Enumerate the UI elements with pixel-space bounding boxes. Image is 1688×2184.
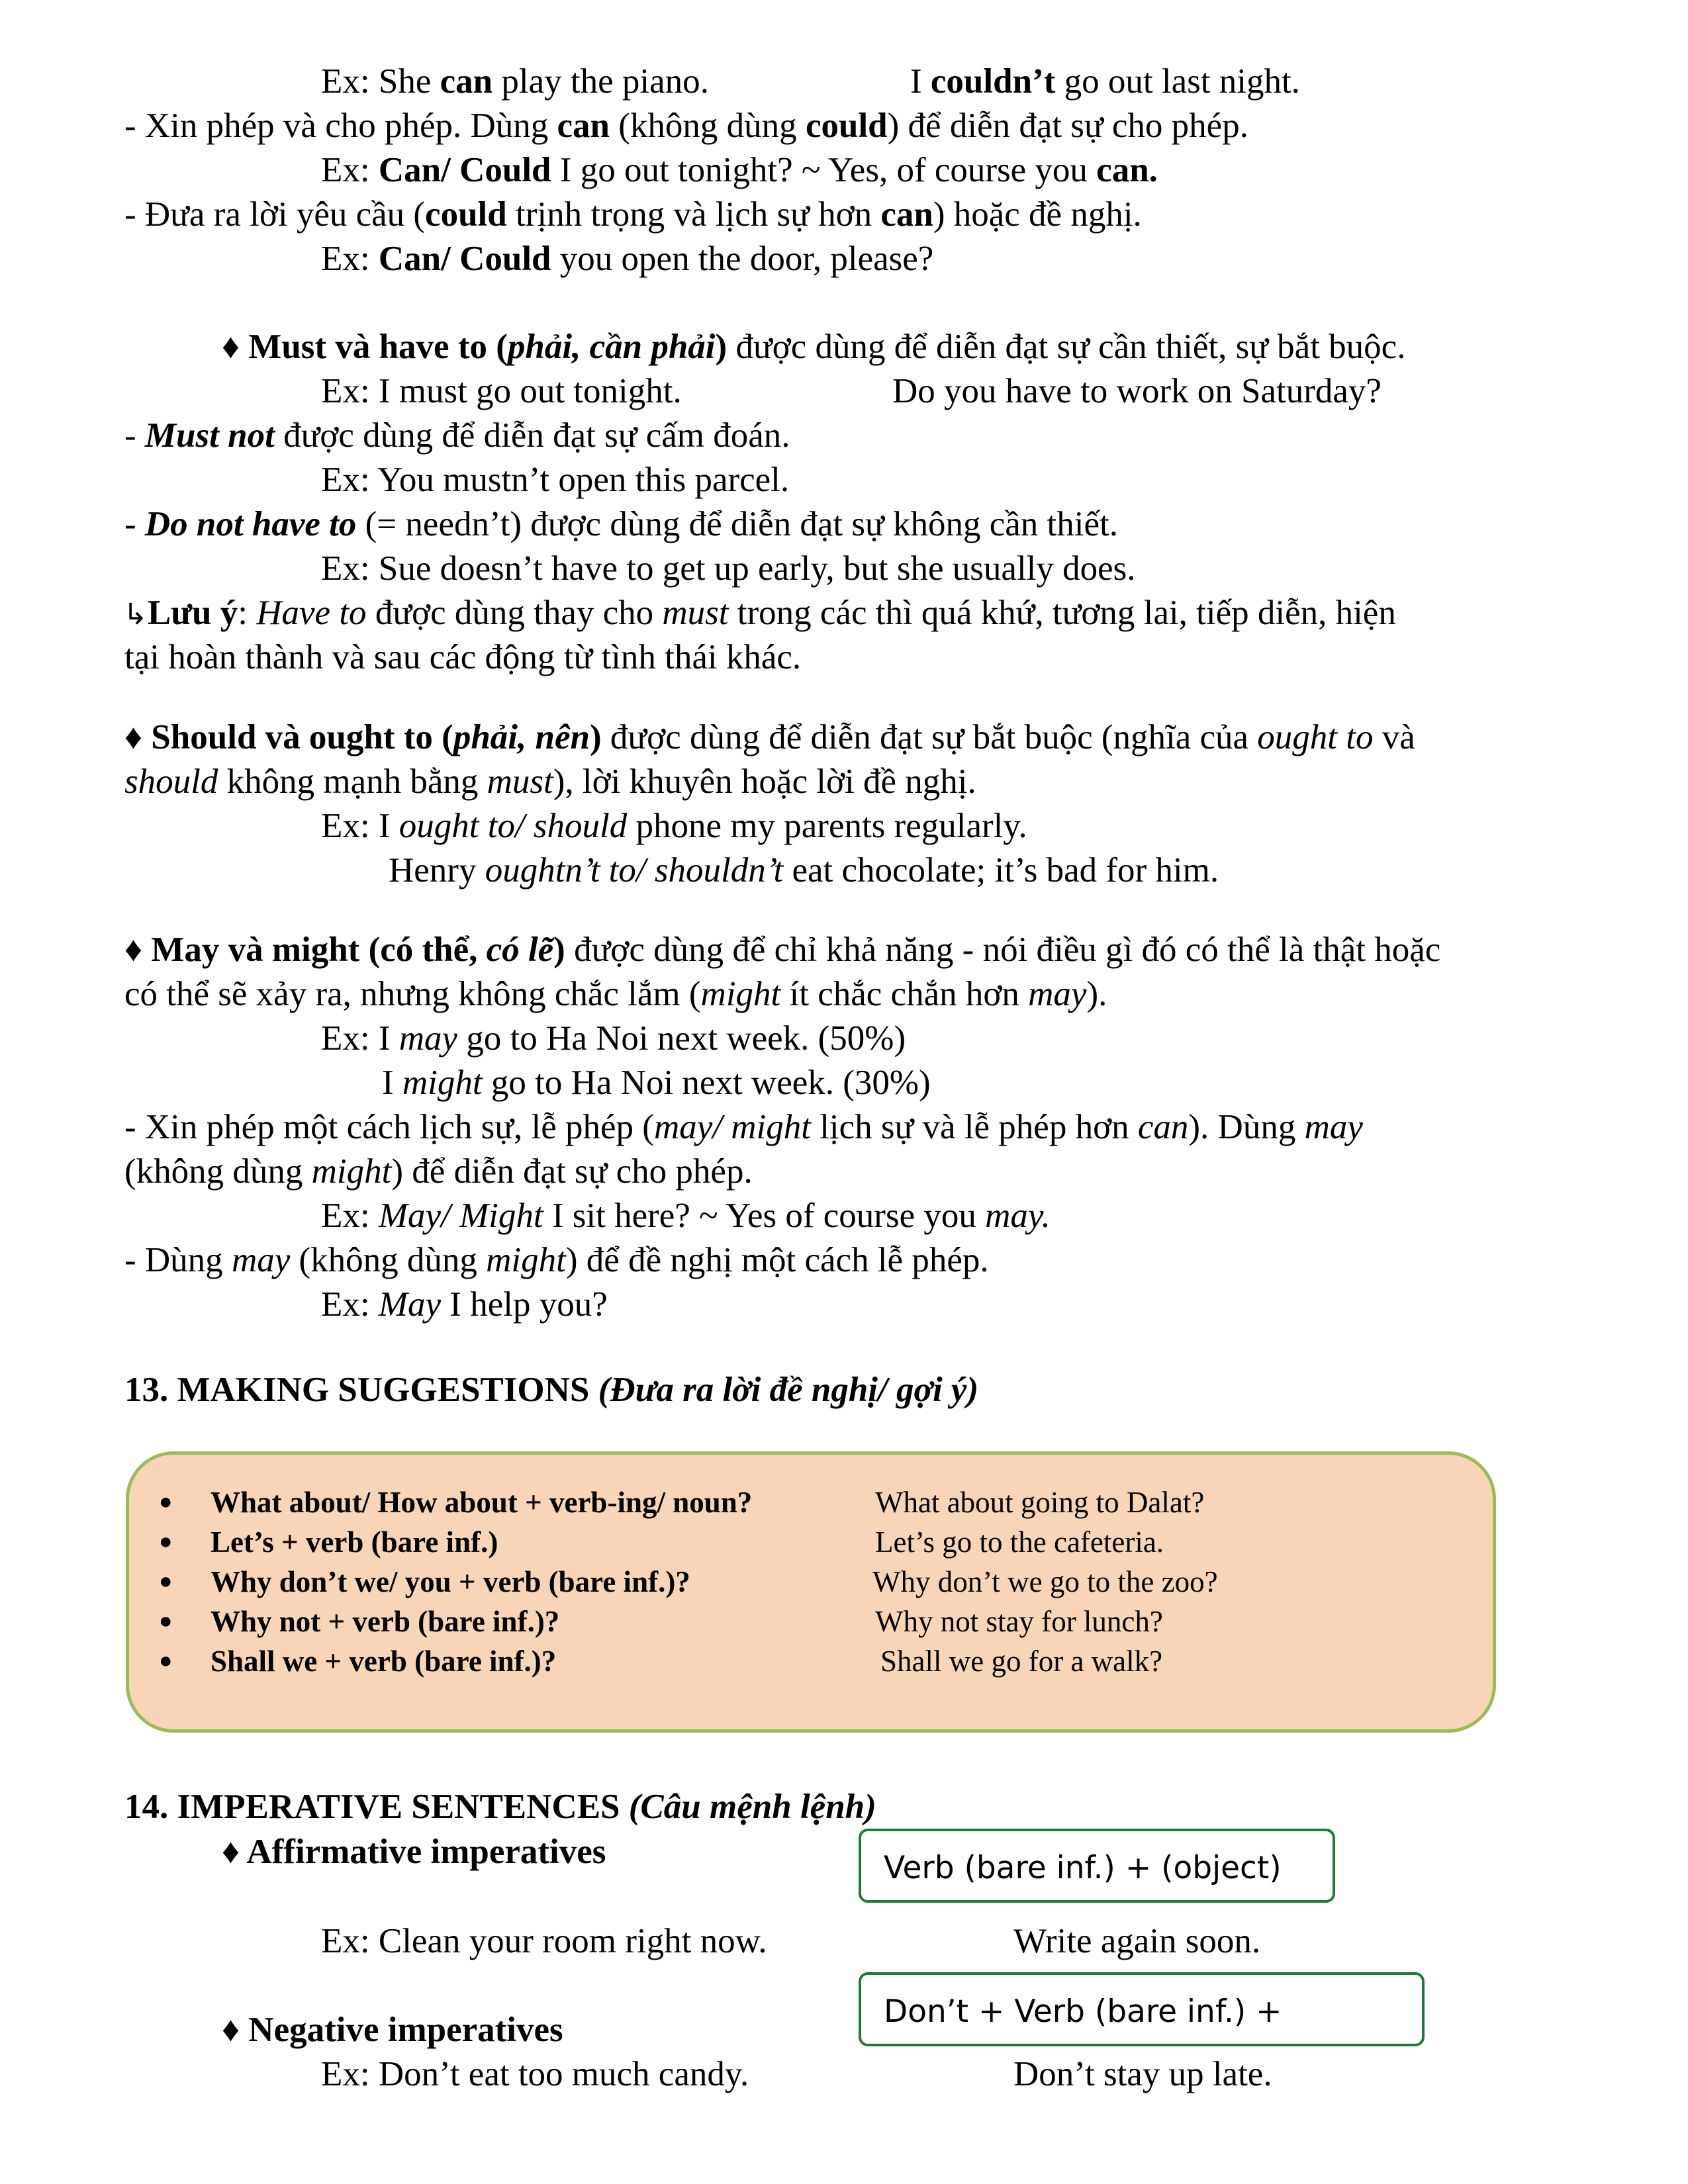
section-13-heading [124, 1370, 978, 1410]
text: go out last night. [1055, 62, 1300, 101]
may-title-line-2 [124, 974, 1107, 1014]
text: can [880, 195, 933, 234]
text: được dùng để chỉ khả năng - nói điều gì đó có thể là thật hoặc [565, 931, 1441, 969]
text: được dùng để diễn đạt sự bắt buộc (nghĩa của [601, 718, 1258, 756]
negative-formula-box: Don’t + Verb (bare inf.) + [859, 1972, 1425, 2046]
text: - [124, 505, 145, 543]
text: (Đưa ra lời đề nghị/ gợi ý) [598, 1371, 979, 1409]
text: (không dùng [610, 107, 806, 145]
text: Ex: [321, 1285, 379, 1324]
text: May [378, 1285, 442, 1324]
text: may. [985, 1197, 1051, 1235]
suggestion-pattern: Why not + verb (bare inf.)? [211, 1605, 560, 1638]
negative-example-1: Ex: Don’t eat too much candy. [321, 2055, 749, 2093]
text: trịnh trọng và lịch sự hơn [506, 195, 881, 234]
negative-example-2: Don’t stay up late. [1013, 2055, 1272, 2093]
affirmative-formula-box: Verb (bare inf.) + (object) [859, 1829, 1335, 1903]
text: couldn’t [930, 62, 1056, 101]
text: 14. IMPERATIVE SENTENCES [124, 1788, 629, 1826]
may-example-2 [321, 1196, 1051, 1236]
text: Can/ Could [378, 151, 551, 189]
text: ) để đề nghị một cách lễ phép. [565, 1241, 989, 1279]
text: Can/ Could [378, 240, 551, 278]
text: ♦ May và might (có thể, [124, 931, 487, 969]
bullet-icon: ● [159, 1569, 173, 1594]
do-not-have-to-rule [124, 504, 1118, 544]
affirmative-example-2: Write again soon. [1013, 1922, 1261, 1960]
text: can [440, 62, 493, 101]
text: lịch sự và lễ phép hơn [810, 1108, 1138, 1146]
text: ) để diễn đạt sự cho phép. [887, 107, 1248, 145]
may-example-1 [321, 1019, 906, 1058]
text: you open the door, please? [551, 240, 934, 278]
text: Lưu ý [147, 594, 238, 632]
might-example-1 [382, 1063, 931, 1103]
text: might [486, 1241, 566, 1279]
text: should [124, 762, 218, 801]
text: ) hoặc đề nghị. [933, 195, 1142, 234]
text: could [805, 107, 888, 145]
negative-title: ♦ Negative imperatives [222, 2011, 563, 2049]
text: eat chocolate; it’s bad for him. [783, 851, 1219, 889]
text: Henry [389, 851, 485, 889]
arrow-icon: ↳ [123, 598, 148, 631]
text: may/ might [653, 1108, 811, 1146]
text: can [557, 107, 610, 145]
text: might [311, 1152, 392, 1191]
text: may [399, 1019, 458, 1058]
text: Must và have to ( [248, 328, 508, 366]
text: ) [590, 718, 602, 756]
affirmative-title: ♦ Affirmative imperatives [222, 1833, 606, 1871]
text: I [910, 62, 931, 101]
should-example-1 [321, 806, 1027, 846]
text: (không dùng [124, 1152, 312, 1191]
text: I help you? [441, 1285, 608, 1324]
text: phải, cần phải [507, 328, 716, 366]
text: - Đưa ra lời yêu cầu ( [124, 195, 426, 234]
must-example-1a: Ex: I must go out tonight. [321, 372, 682, 410]
text: Do not have to [144, 505, 357, 543]
text: ) để diễn đạt sự cho phép. [391, 1152, 753, 1191]
may-offer-rule [124, 1240, 989, 1280]
text: Ex: I [321, 807, 399, 845]
text: Must not [144, 416, 275, 455]
text: play the piano. [492, 62, 709, 101]
text: được dùng để diễn đạt sự cấm đoán. [274, 416, 790, 455]
can-example-2 [321, 150, 1158, 190]
can-example-1 [321, 62, 709, 101]
must-not-rule [124, 416, 790, 455]
text: có lẽ [486, 931, 554, 969]
text: must [662, 594, 729, 632]
must-example-2: Ex: You mustn’t open this parcel. [321, 461, 790, 499]
text: Have to [256, 594, 367, 632]
text: ought to [1257, 718, 1374, 756]
text: may [1304, 1108, 1363, 1146]
text: I sit here? ~ Yes of course you [543, 1197, 986, 1235]
text: ) [715, 328, 727, 366]
text: can [1137, 1108, 1189, 1146]
section-14-heading [124, 1787, 876, 1827]
text: might [700, 975, 781, 1013]
text: Ex: She [321, 62, 440, 101]
text: may [231, 1241, 291, 1279]
must-example-3: Ex: Sue doesn’t have to get up early, but she usually does. [321, 549, 1136, 588]
text: ). Dùng [1188, 1108, 1305, 1146]
may-permission-rule-line-2 [124, 1152, 753, 1191]
suggestion-pattern: Why don’t we/ you + verb (bare inf.)? [211, 1565, 690, 1598]
may-example-3 [321, 1285, 608, 1324]
should-title-line-2 [124, 762, 976, 801]
text: trong các thì quá khứ, tương lai, tiếp diễn, hiện [728, 594, 1396, 632]
can-example-3 [321, 239, 933, 279]
text: ought to/ should [399, 807, 628, 845]
text: được dùng thay cho [366, 594, 663, 632]
suggestion-example: Why not stay for lunch? [875, 1605, 1163, 1638]
suggestion-example: Let’s go to the cafeteria. [875, 1525, 1164, 1559]
text: go to Ha Noi next week. (30%) [482, 1064, 931, 1102]
text: I go out tonight? ~ Yes, of course you [551, 151, 1097, 189]
affirmative-example-1: Ex: Clean your room right now. [321, 1922, 767, 1960]
should-title [124, 717, 1415, 757]
may-permission-rule [124, 1107, 1363, 1147]
text: ). [1086, 975, 1107, 1013]
text: : [238, 594, 257, 632]
can-permission-rule [124, 106, 1248, 146]
text: - Xin phép một cách lịch sự, lễ phép ( [124, 1108, 654, 1146]
text: - Dùng [124, 1241, 232, 1279]
must-title [222, 327, 1405, 367]
text: ♦ Should và ought to ( [124, 718, 453, 756]
bullet-icon: ● [159, 1490, 173, 1514]
text: Ex: I [321, 1019, 399, 1058]
text: Ex: [321, 151, 379, 189]
text: ) [553, 931, 565, 969]
bullet-icon: ● [159, 1529, 173, 1554]
text: (không dùng [290, 1241, 487, 1279]
can-request-rule [124, 195, 1142, 234]
suggestion-pattern: Shall we + verb (bare inf.)? [211, 1645, 557, 1678]
text: và [1373, 718, 1415, 756]
text: must [487, 762, 553, 801]
must-note-line-1 [123, 593, 1396, 635]
text: - Xin phép và cho phép. Dùng [124, 107, 557, 145]
text: phải, nên [453, 718, 590, 756]
text: oughtn’t to/ shouldn’t [485, 851, 784, 889]
suggestion-example: Shall we go for a walk? [880, 1645, 1163, 1678]
suggestion-pattern: Let’s + verb (bare inf.) [211, 1525, 498, 1559]
text: (Câu mệnh lệnh) [628, 1788, 876, 1826]
may-title [124, 930, 1440, 970]
text: được dùng để diễn đạt sự cần thiết, sự bắt buộc. [727, 328, 1406, 366]
text: may [1028, 975, 1087, 1013]
text: - [124, 416, 145, 455]
text: (= needn’t) được dùng để diễn đạt sự không cần thiết. [356, 505, 1118, 543]
text: go to Ha Noi next week. (50%) [457, 1019, 906, 1058]
bullet-icon: ● [159, 1609, 173, 1633]
suggestion-example: What about going to Dalat? [875, 1486, 1205, 1519]
should-example-2 [389, 850, 1219, 890]
text: Ex: [321, 1197, 379, 1235]
must-example-1b: Do you have to work on Saturday? [892, 372, 1382, 410]
text: might [402, 1064, 483, 1102]
suggestion-pattern: What about/ How about + verb-ing/ noun? [211, 1486, 753, 1519]
suggestion-example: Why don’t we go to the zoo? [872, 1565, 1218, 1598]
text: ), lời khuyên hoặc lời đề nghị. [553, 762, 976, 801]
text: không mạnh bằng [218, 762, 487, 801]
text: ♦ [222, 328, 249, 366]
text: 13. MAKING SUGGESTIONS [124, 1371, 598, 1409]
text: May/ Might [378, 1197, 543, 1235]
text: ít chắc chắn hơn [780, 975, 1029, 1013]
text: could [425, 195, 507, 234]
text: Ex: [321, 240, 379, 278]
text: can. [1096, 151, 1158, 189]
text: I [382, 1064, 402, 1102]
bullet-icon: ● [159, 1649, 173, 1673]
text: phone my parents regularly. [627, 807, 1027, 845]
text: có thể sẽ xảy ra, nhưng không chắc lắm ( [124, 975, 701, 1013]
could-example-1 [910, 62, 1300, 101]
must-note-line-2: tại hoàn thành và sau các động từ tình thái khác. [124, 638, 802, 676]
